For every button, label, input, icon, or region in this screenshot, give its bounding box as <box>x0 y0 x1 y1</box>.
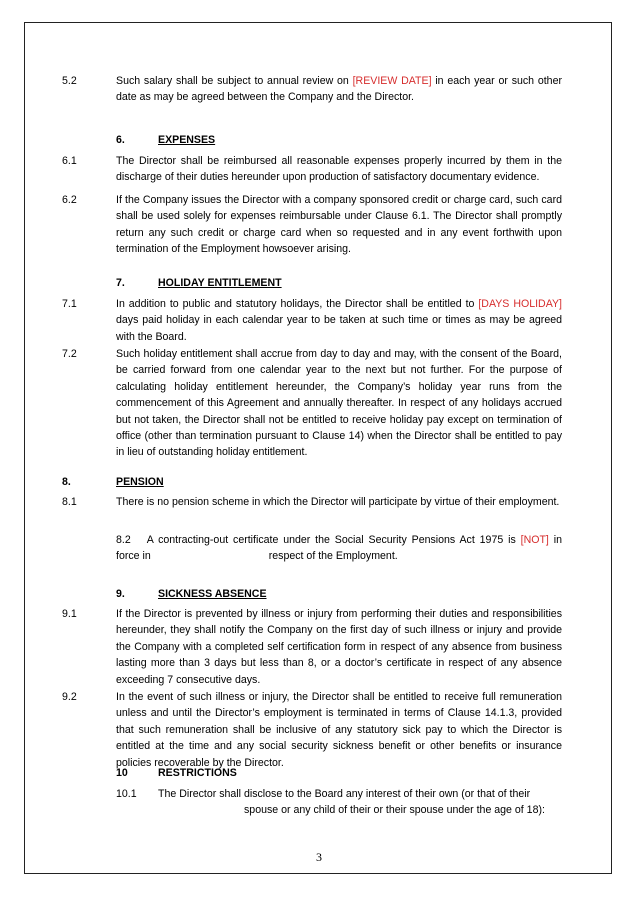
clause-text <box>116 532 562 565</box>
clause-text <box>116 296 562 345</box>
placeholder-review-date: [REVIEW DATE] <box>352 75 432 87</box>
page-number: 3 <box>316 850 322 864</box>
placeholder-days-holiday: [DAYS HOLIDAY] <box>478 298 562 310</box>
text-run: In addition to public and statutory holidays, the Director shall be entitled to <box>116 298 479 310</box>
text-run: in each year or such other date as may be agreed between the Company and the Director. <box>116 75 562 104</box>
clause-number: 9.1 <box>62 608 77 620</box>
section-title: SICKNESS ABSENCE <box>158 588 267 600</box>
clause-text: Such holiday entitlement shall accrue from day to day and may, with the consent of the Board, be carried forward from one calendar year to the next but not further. For the purpose of calculating holiday entitlement hereunder, the Company’s holiday year runs from the commencement of this Agreement and annually thereafter. In respect of any holidays accrued but not taken, the Director shall not be entitled to receive holiday pay except on termination of office (other than termination pursuant to Clause 14) when the Director shall be entitled to pay in lieu of outstanding holiday entitlement. <box>116 348 562 459</box>
clause-text <box>116 73 562 106</box>
clause-number: 9.2 <box>62 691 77 703</box>
section-title: PENSION <box>116 476 164 488</box>
clause-text: If the Company issues the Director with a company sponsored credit or charge card, such card shall be used solely for expenses reimbursable under Clause 6.1. The Director shall promptly return any such credit or charge card when so requested and in any event forthwith upon termination of the Employment howsoever arising. <box>116 194 562 256</box>
text-line: The Director shall disclose to the Board any interest of their own (or that of their <box>158 788 531 800</box>
section-number: 8. <box>62 476 71 488</box>
text-run: in force in <box>116 534 562 563</box>
clause-number: 7.1 <box>62 298 77 310</box>
text-run: A contracting-out certificate under the Social Security Pensions Act 1975 is <box>146 534 521 546</box>
clause-text: There is no pension scheme in which the Director will participate by virtue of their employment. <box>116 496 560 508</box>
text-line: spouse or any child of their or their spouse under the age of 18): <box>244 804 545 817</box>
clause-number: 7.2 <box>62 348 77 360</box>
section-number: 6. <box>116 134 125 146</box>
clause-number: 8.2 <box>116 534 131 546</box>
clause-number: 8.1 <box>62 496 77 508</box>
clause-text: The Director shall be reimbursed all reasonable expenses properly incurred by them in the discharge of their duties hereunder upon production of satisfactory documentary evidence. <box>116 155 562 184</box>
text-run: days paid holiday in each calendar year to be taken at such time or times as may be agreed with the Board. <box>116 314 562 343</box>
section-title: RESTRICTIONS <box>158 767 237 779</box>
clause-text: In the event of such illness or injury, the Director shall be entitled to receive full remuneration unless and until the Director’s employment is terminated in terms of Clause 14.1.3, provided that such remuneration shall be inclusive of any statutory sick pay to which the Director is entitled at the time and any social security sickness benefit or other benefits or insurance policies recoverable by the Director. <box>116 691 562 769</box>
clause-text <box>158 786 562 819</box>
section-title: EXPENSES <box>158 134 216 146</box>
clause-number: 6.1 <box>62 155 77 167</box>
clause-number: 10.1 <box>116 788 137 800</box>
section-title: HOLIDAY ENTITLEMENT <box>158 277 282 289</box>
clause-number: 5.2 <box>62 75 77 87</box>
section-number: 9. <box>116 588 125 600</box>
clause-text: If the Director is prevented by illness or injury from performing their duties and responsibilities hereunder, they shall notify the Company on the first day of such illness or injury and provide the Company with a completed self certification form in respect of any absence from business lasting more than 3 days but less than 8, or a doctor’s certificate in respect of any absence exceeding 7 consecutive days. <box>116 608 562 686</box>
clause-number: 6.2 <box>62 194 77 206</box>
text-run: respect of the Employment. <box>268 550 398 563</box>
section-number: 7. <box>116 277 125 289</box>
section-number: 10 <box>116 767 128 779</box>
text-run: Such salary shall be subject to annual review on <box>116 75 353 87</box>
placeholder-not: [NOT] <box>520 534 549 546</box>
